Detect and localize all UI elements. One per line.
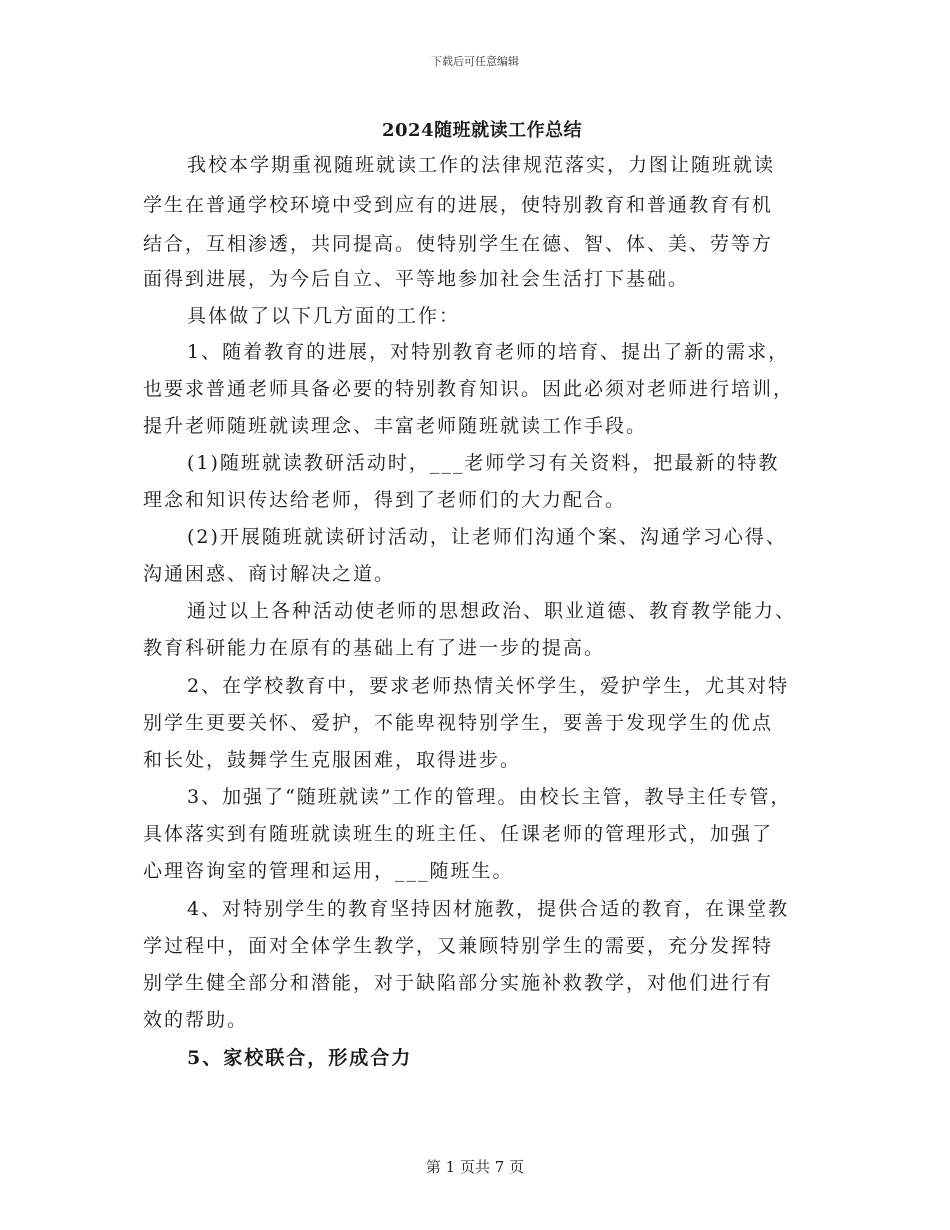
body-line: 别学生更要关怀、爱护，不能卑视特别学生，要善于发现学生的优点	[143, 712, 774, 734]
body-line: 和长处，鼓舞学生克服困难，取得进步。	[143, 749, 522, 771]
header-note: 下载后可任意编辑	[431, 55, 519, 68]
body-line: 3、加强了“随班就读”工作的管理。由校长主管，教导主任专管，	[187, 786, 792, 808]
body-line: 具体做了以下几方面的工作：	[187, 305, 461, 327]
body-line: 具体落实到有随班就读班生的班主任、任课老师的管理形式，加强了	[143, 823, 774, 845]
body-line: 提升老师随班就读理念、丰富老师随班就读工作手段。	[143, 415, 648, 437]
body-line: 4、对特别学生的教育坚持因材施教，提供合适的教育，在课堂教	[187, 898, 790, 920]
page-number-footer: 第 1 页共 7 页	[425, 1158, 525, 1176]
body-line: 沟通困惑、商讨解决之道。	[143, 563, 396, 585]
body-line: 2、在学校教育中，要求老师热情关怀学生，爱护学生，尤其对特	[187, 675, 790, 697]
body-line: 效的帮助。	[143, 1009, 249, 1031]
section-heading: 5、家校联合，形成合力	[187, 1047, 413, 1069]
body-line: 教育科研能力在原有的基础上有了进一步的提高。	[143, 637, 606, 659]
body-line: 也要求普通老师具备必要的特别教育知识。因此必须对老师进行培训，	[143, 378, 795, 400]
body-line: 心理咨询室的管理和运用，___随班生。	[143, 860, 514, 882]
body-line: (2)开展随班就读研讨活动，让老师们沟通个案、沟通学习心得、	[187, 526, 787, 548]
body-line: (1)随班就读教研活动时，___老师学习有关资料，把最新的特教	[187, 452, 780, 474]
body-line: 面得到进展，为今后自立、平等地参加社会生活打下基础。	[143, 268, 690, 290]
body-line: 学过程中，面对全体学生教学，又兼顾特别学生的需要，充分发挥特	[143, 935, 774, 957]
body-line: 通过以上各种活动使老师的思想政治、职业道德、教育教学能力、	[187, 600, 797, 622]
body-line: 我校本学期重视随班就读工作的法律规范落实，力图让随班就读	[187, 154, 776, 176]
document-title: 2024随班就读工作总结	[382, 120, 583, 141]
body-line: 理念和知识传达给老师，得到了老师们的大力配合。	[143, 489, 627, 511]
body-line: 结合，互相渗透，共同提高。使特别学生在德、智、体、美、劳等方	[143, 233, 774, 255]
body-line: 1、随着教育的进展，对特别教育老师的培育、提出了新的需求，	[187, 341, 790, 363]
body-line: 学生在普通学校环境中受到应有的进展，使特别教育和普通教育有机	[143, 194, 774, 216]
body-line: 别学生健全部分和潜能，对于缺陷部分实施补救教学，对他们进行有	[143, 972, 774, 994]
